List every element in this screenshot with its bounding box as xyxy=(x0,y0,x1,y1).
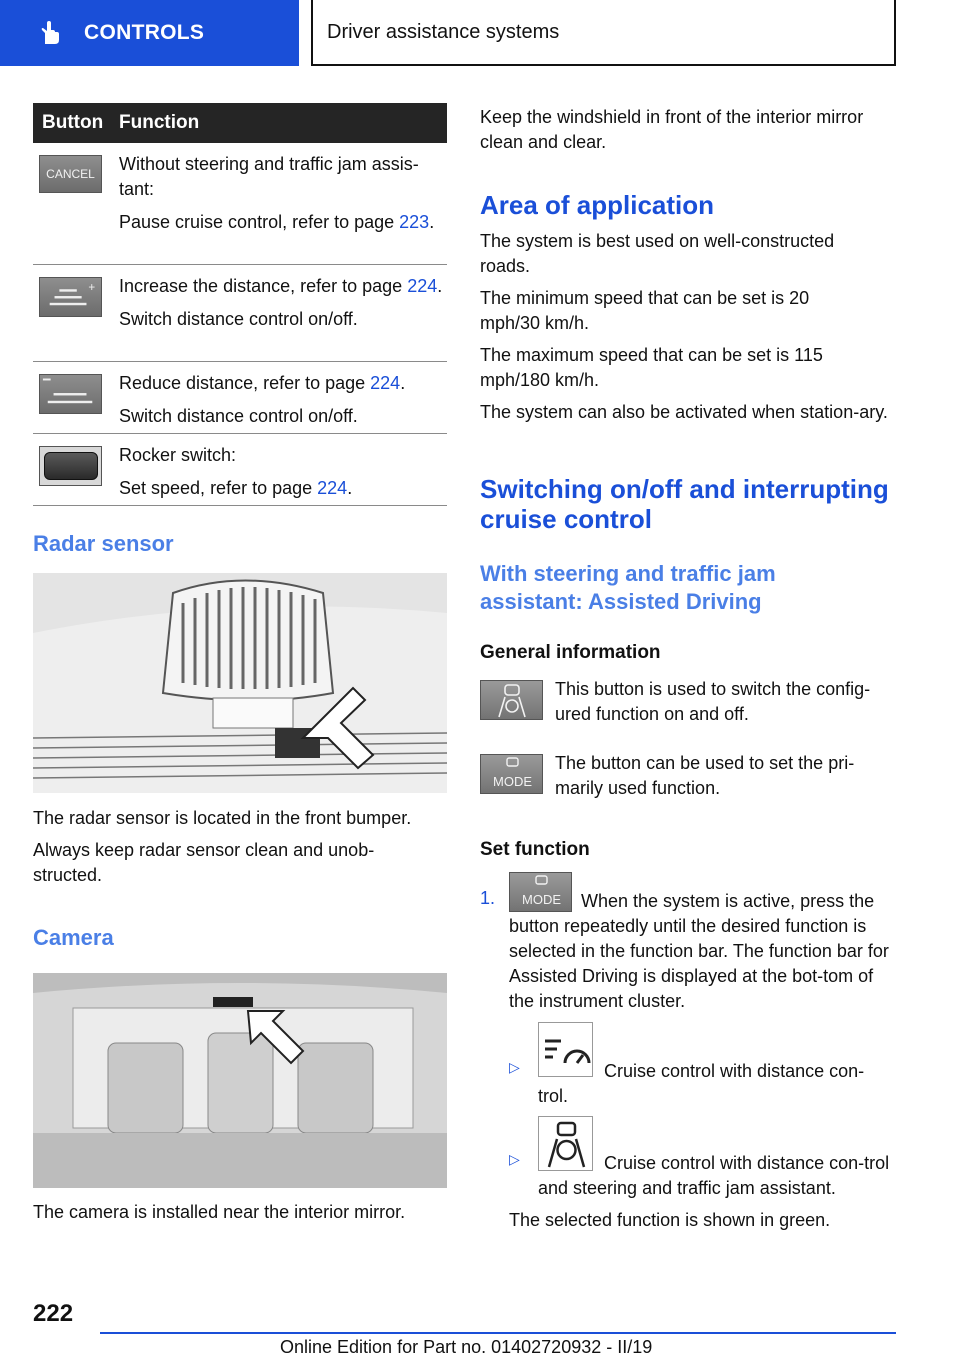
radar-paragraph-2: Always keep radar sensor clean and unob-structed. xyxy=(33,840,375,885)
page-link[interactable]: 224 xyxy=(370,373,401,393)
section-title: CONTROLS xyxy=(84,21,205,44)
bullet-marker: ▷ xyxy=(509,1151,520,1167)
general-paragraph-2: The button can be used to set the pri-marily used function. xyxy=(555,753,855,798)
windshield-paragraph: Keep the windshield in front of the interior mirror clean and clear. xyxy=(480,107,864,152)
footer-edition: Online Edition for Part no. 01402720932 - II/19 xyxy=(280,1337,653,1357)
switching-heading: Switching on/off and interrupting cruise control xyxy=(480,474,889,534)
general-info-heading: General information xyxy=(480,642,661,663)
page-link[interactable]: 224 xyxy=(407,276,438,296)
row-text: Without steering and traffic jam assis-tant: xyxy=(119,154,419,199)
table-row xyxy=(33,143,447,265)
table-row xyxy=(33,362,447,434)
row-text: Reduce distance, refer to page 224. xyxy=(119,373,406,393)
row-text: Switch distance control on/off. xyxy=(119,309,358,329)
row-text: Pause cruise control, refer to page 223. xyxy=(119,212,435,232)
area-paragraph-2: The minimum speed that can be set is 20 mph/30 km/h. xyxy=(480,288,810,333)
row-text: Set speed, refer to page 224. xyxy=(119,478,353,498)
svg-text:MODE: MODE xyxy=(493,774,532,789)
rocker-switch-icon xyxy=(39,446,102,486)
svg-text:+: + xyxy=(88,281,96,295)
bullet-text-1: Cruise control with distance con-trol. xyxy=(538,1061,865,1106)
reduce-distance-icon xyxy=(39,374,102,414)
camera-image xyxy=(33,973,447,1188)
button-function-table xyxy=(33,103,447,506)
step-number: 1. xyxy=(480,888,496,908)
assisted-driving-heading: With steering and traffic jam assistant: Assisted Driving xyxy=(480,561,776,614)
row-text: Increase the distance, refer to page 224. xyxy=(119,276,443,296)
cancel-button-icon: CANCEL xyxy=(39,155,102,193)
closing-paragraph: The selected function is shown in green. xyxy=(509,1210,831,1230)
table-row xyxy=(33,434,447,506)
area-paragraph-3: The maximum speed that can be set is 115 mph/180 km/h. xyxy=(480,345,823,390)
svg-text:MODE: MODE xyxy=(522,892,561,907)
hand-pointer-icon xyxy=(38,20,64,46)
row-text: Rocker switch: xyxy=(119,445,237,465)
table-col-function: Function xyxy=(119,112,200,133)
set-function-heading: Set function xyxy=(480,839,590,860)
page-link[interactable]: 223 xyxy=(399,212,430,232)
footer-rule xyxy=(100,1332,896,1334)
assist-toggle-button-icon xyxy=(480,680,543,720)
radar-sensor-image xyxy=(33,573,447,793)
table-header xyxy=(33,103,447,143)
page-number: 222 xyxy=(33,1300,74,1327)
step-text: When the system is active, press the button repeatedly until the desired function is selected in the function bar. The function bar for Assisted Driving is displayed at the bot-tom of the instrument cluster. xyxy=(509,891,889,1011)
table-col-button: Button xyxy=(42,112,104,133)
section-tab[interactable] xyxy=(0,0,299,66)
increase-distance-icon xyxy=(39,277,102,317)
radar-paragraph-1: The radar sensor is located in the front bumper. xyxy=(33,808,412,828)
camera-paragraph: The camera is installed near the interior mirror. xyxy=(33,1202,406,1222)
chapter-title: Driver assistance systems xyxy=(311,0,896,66)
page-link[interactable]: 224 xyxy=(317,478,348,498)
row-text: Switch distance control on/off. xyxy=(119,406,358,426)
mode-button-icon xyxy=(480,754,543,794)
table-row xyxy=(33,265,447,362)
general-paragraph-1: This button is used to switch the config-ured function on and off. xyxy=(555,679,871,724)
area-paragraph-4: The system can also be activated when station-ary. xyxy=(480,402,888,422)
camera-heading: Camera xyxy=(33,925,114,950)
bullet-marker: ▷ xyxy=(509,1059,520,1075)
radar-heading: Radar sensor xyxy=(33,531,174,556)
area-paragraph-1: The system is best used on well-constructed roads. xyxy=(480,231,835,276)
bullet-text-2: Cruise control with distance con-trol and steering and traffic jam assistant. xyxy=(538,1153,890,1198)
area-heading: Area of application xyxy=(480,190,715,220)
